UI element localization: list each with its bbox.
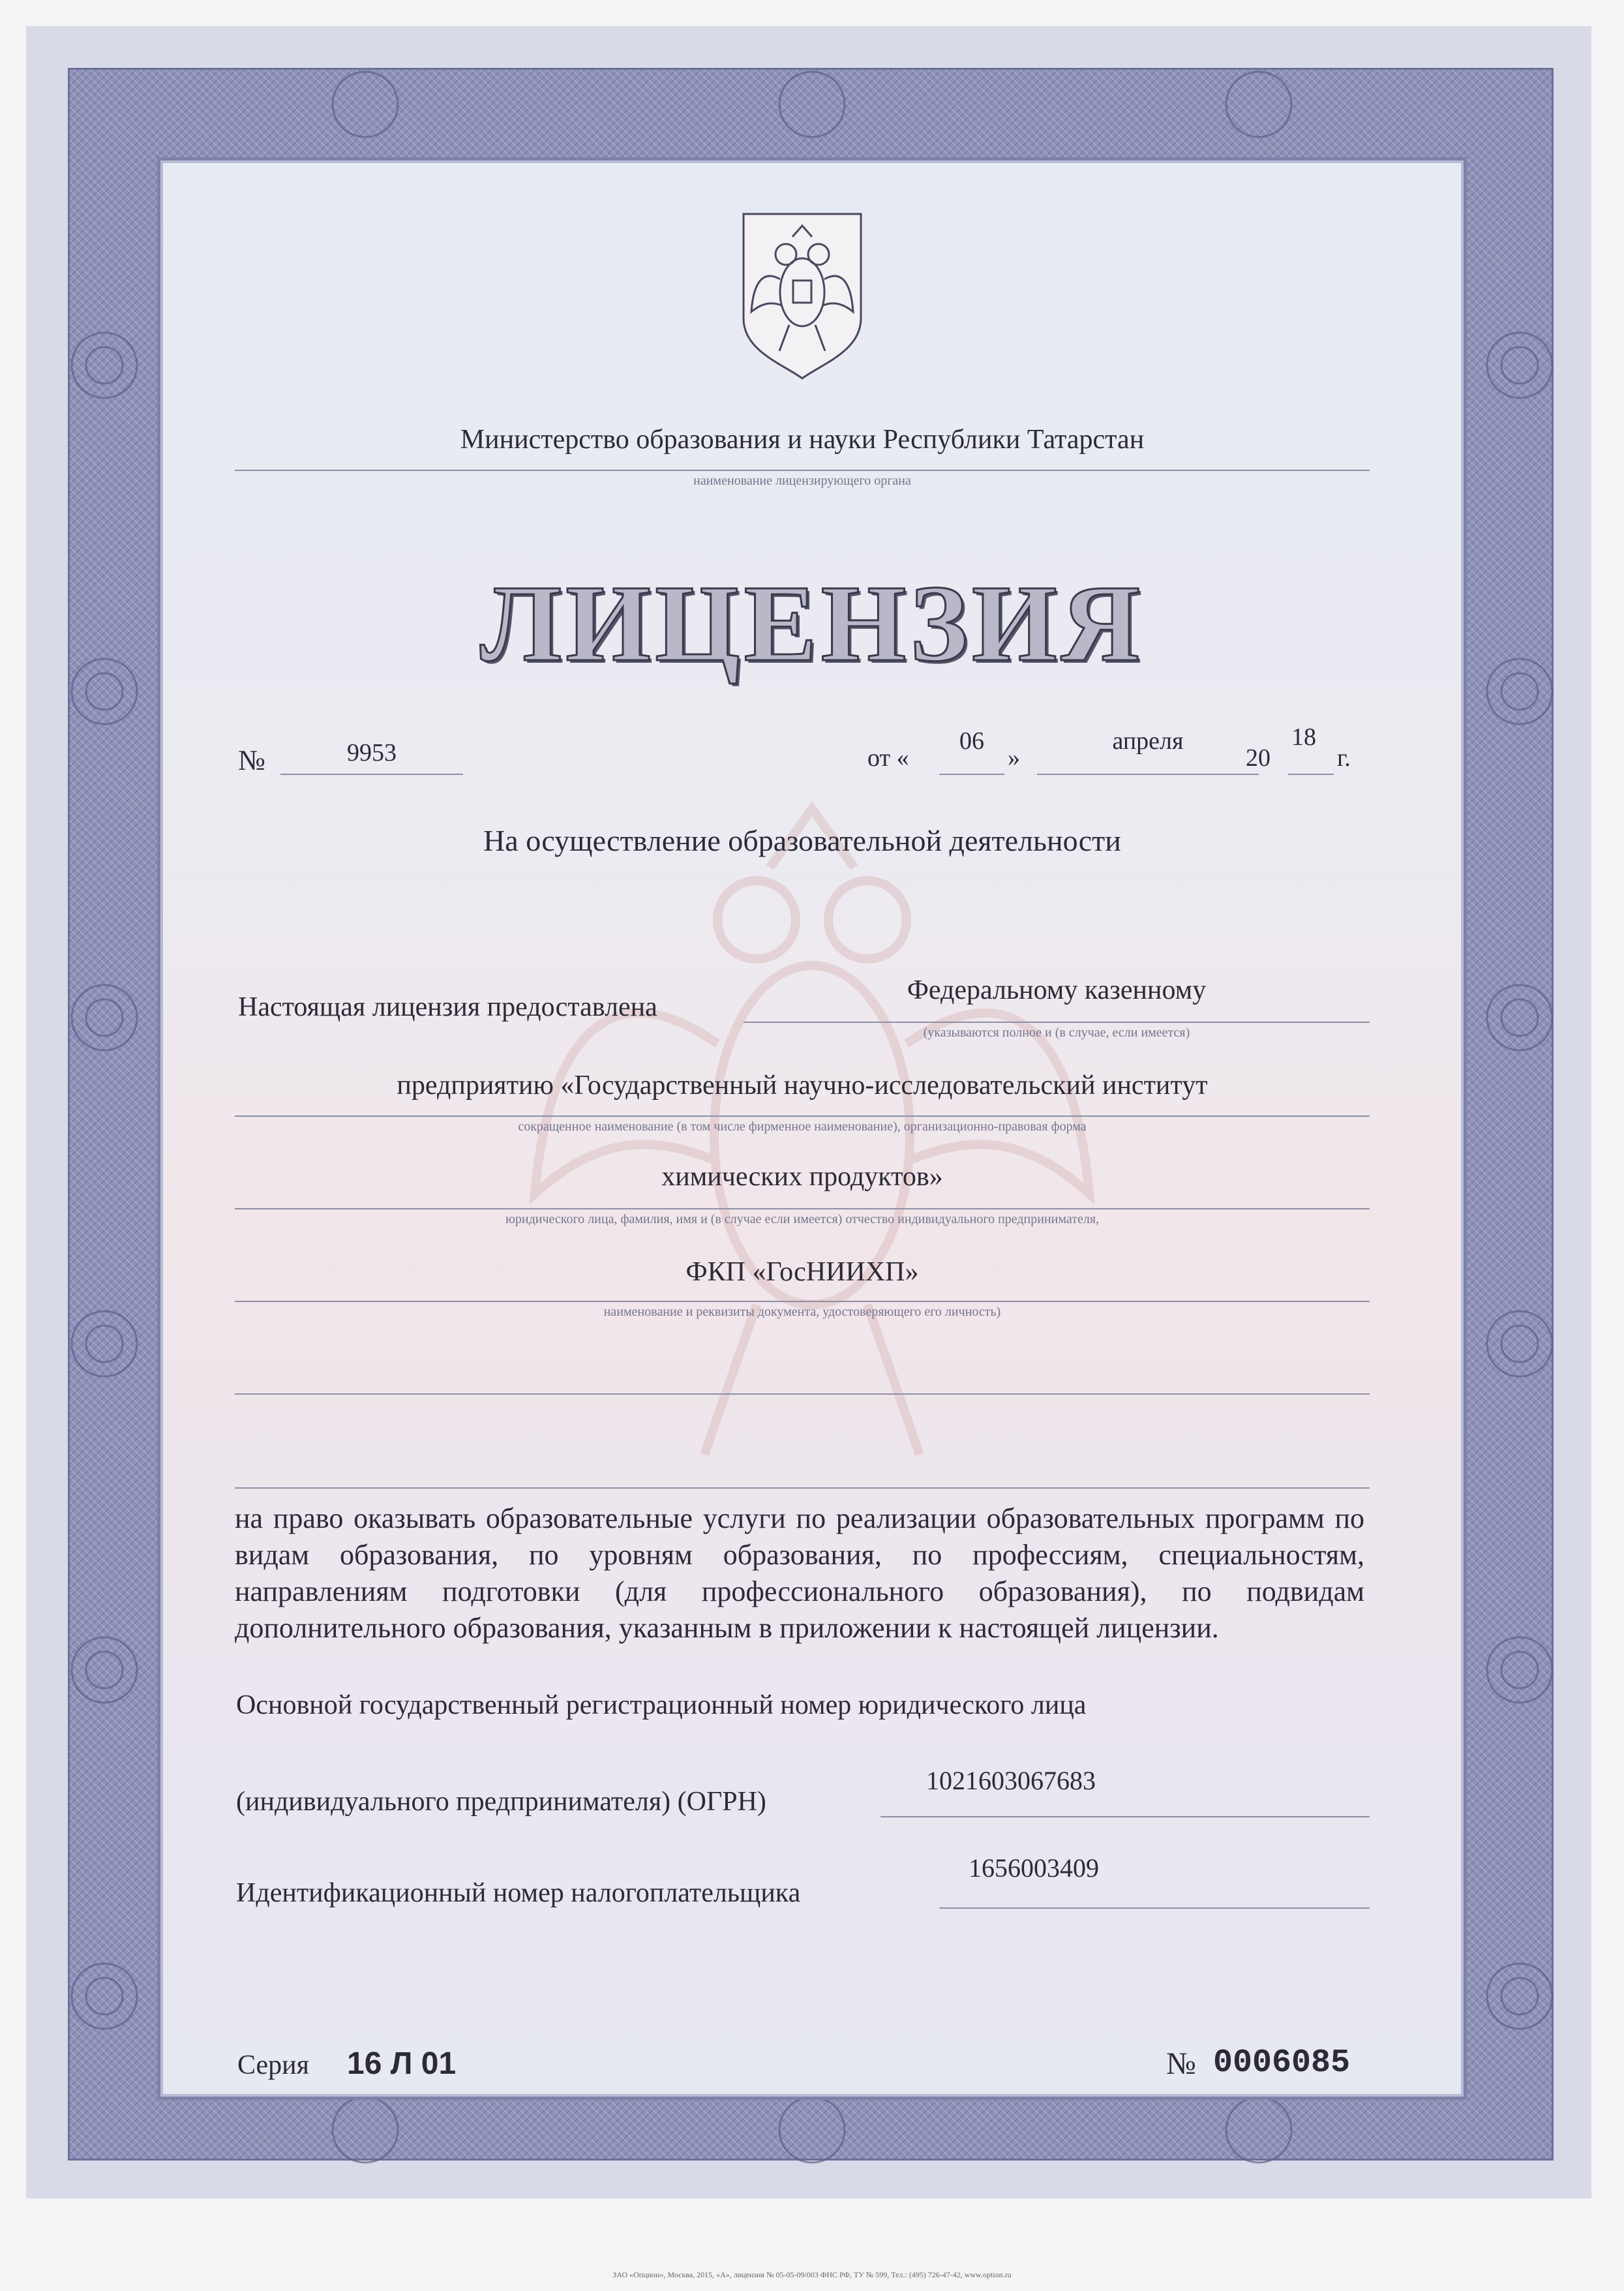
inn-rule: [939, 1907, 1370, 1909]
blank-rule-1: [235, 1393, 1370, 1395]
inn-label: Идентификационный номер налогоплательщика: [236, 1878, 801, 1908]
date-year-prefix: 20: [1246, 744, 1271, 772]
grantee-line-1: Федеральному казенному: [907, 975, 1207, 1005]
license-number-label: №: [238, 744, 265, 776]
grantee-caption-2: сокращенное наименование (в том числе фирменное наименование), организационно-правовая форма: [518, 1119, 1087, 1134]
license-number-rule: [280, 774, 463, 775]
document-title: ЛИЦЕНЗИЯ: [480, 563, 1144, 684]
date-year-suffix: 18: [1291, 723, 1316, 751]
grantee-line-4: ФКП «ГосНИИХП»: [685, 1257, 919, 1287]
grantee-rule-1: [744, 1022, 1370, 1023]
series-label: Серия: [237, 2050, 309, 2080]
date-prefix: от «: [867, 744, 909, 772]
ogrn-label-1: Основной государственный регистрационный номер юридического лица: [236, 1690, 1087, 1720]
ogrn-value: 1021603067683: [926, 1766, 1096, 1795]
licensing-authority: Министерство образования и науки Республики Татарстан: [460, 425, 1145, 455]
grantee-line-3: химических продуктов»: [661, 1162, 943, 1192]
ogrn-rule: [880, 1816, 1370, 1817]
coat-of-arms-icon: [737, 207, 867, 384]
authority-caption: наименование лицензирующего органа: [693, 474, 911, 488]
date-month: апреля: [1112, 727, 1184, 755]
grantee-rule-3: [235, 1208, 1370, 1209]
activity-title: На осуществление образовательной деятельности: [483, 824, 1121, 857]
printer-imprint: ЗАО «Опцион», Москва, 2015, «А», лицензия № 05-05-09/003 ФНС РФ, ТУ № 599, Тел.: (495) 726-47-42, www.option.ru: [612, 2270, 1012, 2279]
grantee-rule-4: [235, 1301, 1370, 1302]
series-value: 16 Л 01: [347, 2046, 457, 2081]
blank-rule-2: [235, 1487, 1370, 1489]
date-close: »: [1008, 744, 1020, 772]
ogrn-label-2: (индивидуального предпринимателя) (ОГРН): [236, 1787, 766, 1817]
license-right-text: на право оказывать образовательные услуги по реализации образовательных программ по видам образования, по уровням образования, по профессиям, специальностям, направлениям подготовки (для профессионального образования), по подвидам дополнительного образования, указанным в приложении к настоящей лицензии.: [235, 1502, 1364, 1644]
date-day: 06: [959, 727, 984, 755]
form-number: 0006085: [1213, 2044, 1351, 2082]
date-year-unit: г.: [1337, 744, 1351, 772]
grantee-caption-3: юридического лица, фамилия, имя и (в случае если имеется) отчество индивидуального предпринимателя,: [505, 1212, 1100, 1226]
inn-value: 1656003409: [969, 1853, 1099, 1883]
date-day-rule: [939, 774, 1004, 775]
grantee-caption-1: (указываются полное и (в случае, если имеется): [923, 1025, 1190, 1040]
grantee-caption-4: наименование и реквизиты документа, удостоверяющего его личность): [603, 1305, 1001, 1319]
authority-rule: [235, 470, 1370, 471]
grantee-rule-2: [235, 1115, 1370, 1117]
license-number: 9953: [347, 739, 397, 766]
form-number-label: №: [1166, 2046, 1196, 2081]
grantee-intro: Настоящая лицензия предоставлена: [238, 992, 657, 1022]
date-month-rule: [1037, 774, 1259, 775]
grantee-line-2: предприятию «Государственный научно-исследовательский институт: [397, 1070, 1208, 1100]
date-year-rule: [1288, 774, 1334, 775]
